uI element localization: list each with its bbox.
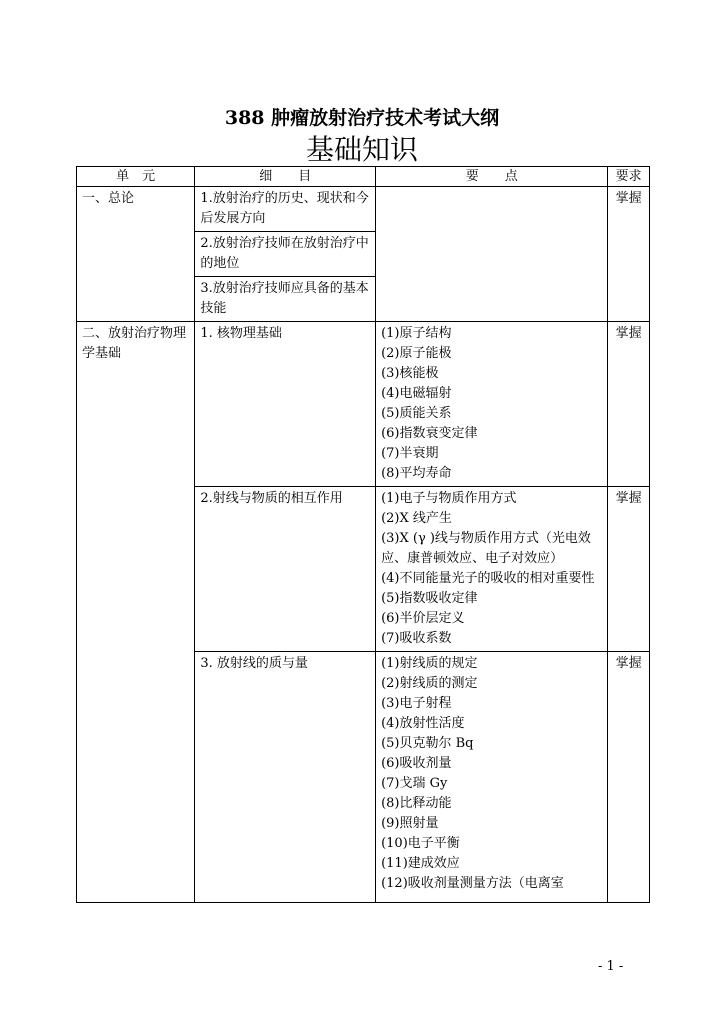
syllabus-table: [76, 166, 650, 903]
table-row: [77, 187, 650, 232]
point-item: (2)射线质的测定: [381, 676, 478, 691]
point-item: (4)电磁辐射: [381, 386, 452, 401]
header-unit: 单 元: [77, 167, 195, 187]
point-item: (3)电子射程: [381, 696, 452, 711]
point-item: (11)建成效应: [381, 856, 460, 871]
document-title: 388 肿瘤放射治疗技术考试大纲: [224, 107, 500, 129]
points-cell-empty: [376, 187, 608, 322]
item-cell: 1. 核物理基础: [195, 322, 376, 487]
header-item: 细 目: [195, 167, 376, 187]
point-item: (5)贝克勒尔 Bq: [381, 736, 474, 751]
point-item: (6)半价层定义: [381, 611, 465, 626]
header-requirement: 要求: [608, 167, 650, 187]
item-cell: 2.放射治疗技师在放射治疗中的地位: [195, 232, 376, 277]
point-item: (3)X (γ )线与物质作用方式（光电效应、康普顿效应、电子对效应）: [381, 531, 591, 566]
table-row: [77, 322, 650, 487]
point-item: (7)戈瑞 Gy: [381, 776, 448, 791]
point-item: (10)电子平衡: [381, 836, 460, 851]
point-item: (7)半衰期: [381, 446, 439, 461]
item-cell: 3.放射治疗技师应具备的基本技能: [195, 277, 376, 322]
point-item: (4)不同能量光子的吸收的相对重要性: [381, 571, 595, 586]
point-item: (5)指数吸收定律: [381, 591, 478, 606]
item-cell: 3. 放射线的质与量: [195, 652, 376, 903]
unit-cell: 二、放射治疗物理学基础: [77, 322, 195, 903]
point-item: (9)照射量: [381, 816, 439, 831]
point-item: (1)电子与物质作用方式: [381, 491, 517, 506]
table-header-row: [77, 167, 650, 187]
point-item: (5)质能关系: [381, 406, 452, 421]
requirement-cell: 掌握: [608, 322, 650, 487]
point-item: (2)X 线产生: [381, 511, 452, 526]
item-cell: 1.放射治疗的历史、现状和今后发展方向: [195, 187, 376, 232]
header-points: 要 点: [376, 167, 608, 187]
point-item: (8)平均寿命: [381, 466, 452, 481]
points-cell: [376, 652, 608, 903]
document-subtitle: 基础知识: [305, 133, 418, 166]
point-item: (1)射线质的规定: [381, 656, 478, 671]
point-item: (2)原子能极: [381, 346, 452, 361]
point-item: (1)原子结构: [381, 326, 452, 341]
requirement-cell: 掌握: [608, 487, 650, 652]
unit-cell: 一、总论: [77, 187, 195, 322]
point-item: (3)核能极: [381, 366, 439, 381]
points-cell: [376, 487, 608, 652]
page-number: - 1 -: [598, 959, 624, 974]
point-item: (12)吸收剂量测量方法（电离室: [381, 876, 564, 891]
requirement-cell: 掌握: [608, 187, 650, 322]
point-item: (6)指数衰变定律: [381, 426, 478, 441]
point-item: (7)吸收系数: [381, 631, 452, 646]
point-item: (4)放射性活度: [381, 716, 465, 731]
item-cell: 2.射线与物质的相互作用: [195, 487, 376, 652]
point-item: (8)比释动能: [381, 796, 452, 811]
points-cell: [376, 322, 608, 487]
point-item: (6)吸收剂量: [381, 756, 452, 771]
requirement-cell: 掌握: [608, 652, 650, 903]
